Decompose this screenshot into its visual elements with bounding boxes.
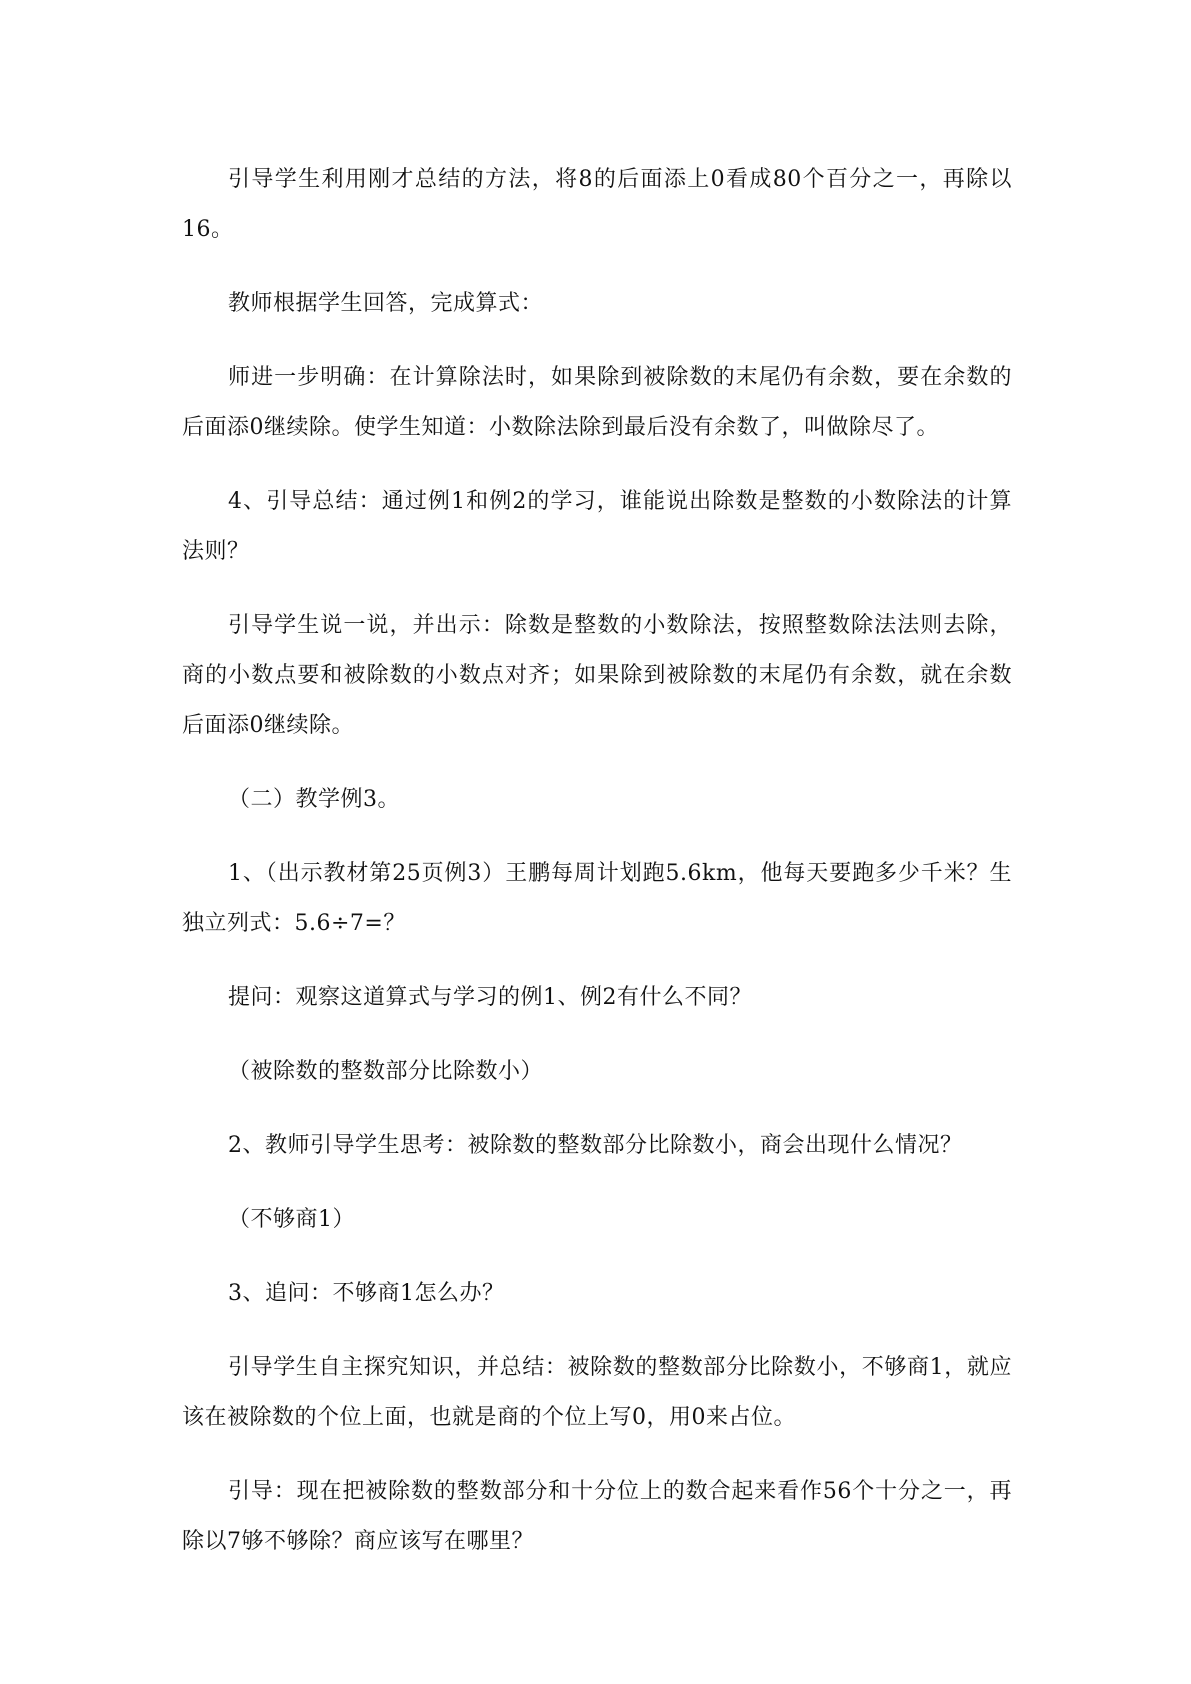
paragraph: （不够商1） <box>228 1207 355 1232</box>
paragraph: 引导学生自主探究知识，并总结：被除数的整数部分比除数小，不够商1，就应该在被除数的个位上面，也就是商的个位上写0，用0来占位。 <box>182 1355 1012 1430</box>
paragraph: 师进一步明确：在计算除法时，如果除到被除数的末尾仍有余数，要在余数的后面添0继续除。使学生知道：小数除法除到最后没有余数了，叫做除尽了。 <box>182 365 1012 440</box>
paragraph: 教师根据学生回答，完成算式： <box>228 291 544 316</box>
paragraph: 4、引导总结：通过例1和例2的学习，谁能说出除数是整数的小数除法的计算法则？ <box>182 489 1012 564</box>
paragraph: （被除数的整数部分比除数小） <box>228 1059 544 1084</box>
paragraph: 2、教师引导学生思考：被除数的整数部分比除数小，商会出现什么情况？ <box>228 1133 963 1158</box>
paragraph: 引导学生说一说，并出示：除数是整数的小数除法，按照整数除法法则去除，商的小数点要和被除数的小数点对齐；如果除到被除数的末尾仍有余数，就在余数后面添0继续除。 <box>182 613 1012 738</box>
paragraph: 3、追问：不够商1怎么办？ <box>228 1281 505 1306</box>
paragraph: 引导学生利用刚才总结的方法，将8的后面添上0看成80个百分之一，再除以16。 <box>182 167 1012 242</box>
paragraph: 提问：观察这道算式与学习的例1、例2有什么不同？ <box>228 985 752 1010</box>
document-body <box>182 155 1012 1591</box>
section-heading: （二）教学例3。 <box>228 787 400 812</box>
paragraph: 1、（出示教材第25页例3）王鹏每周计划跑5.6km，他每天要跑多少千米？生独立列式：5.6÷7=？ <box>182 861 1012 936</box>
paragraph: 引导：现在把被除数的整数部分和十分位上的数合起来看作56个十分之一，再除以7够不够除？商应该写在哪里？ <box>182 1479 1012 1554</box>
